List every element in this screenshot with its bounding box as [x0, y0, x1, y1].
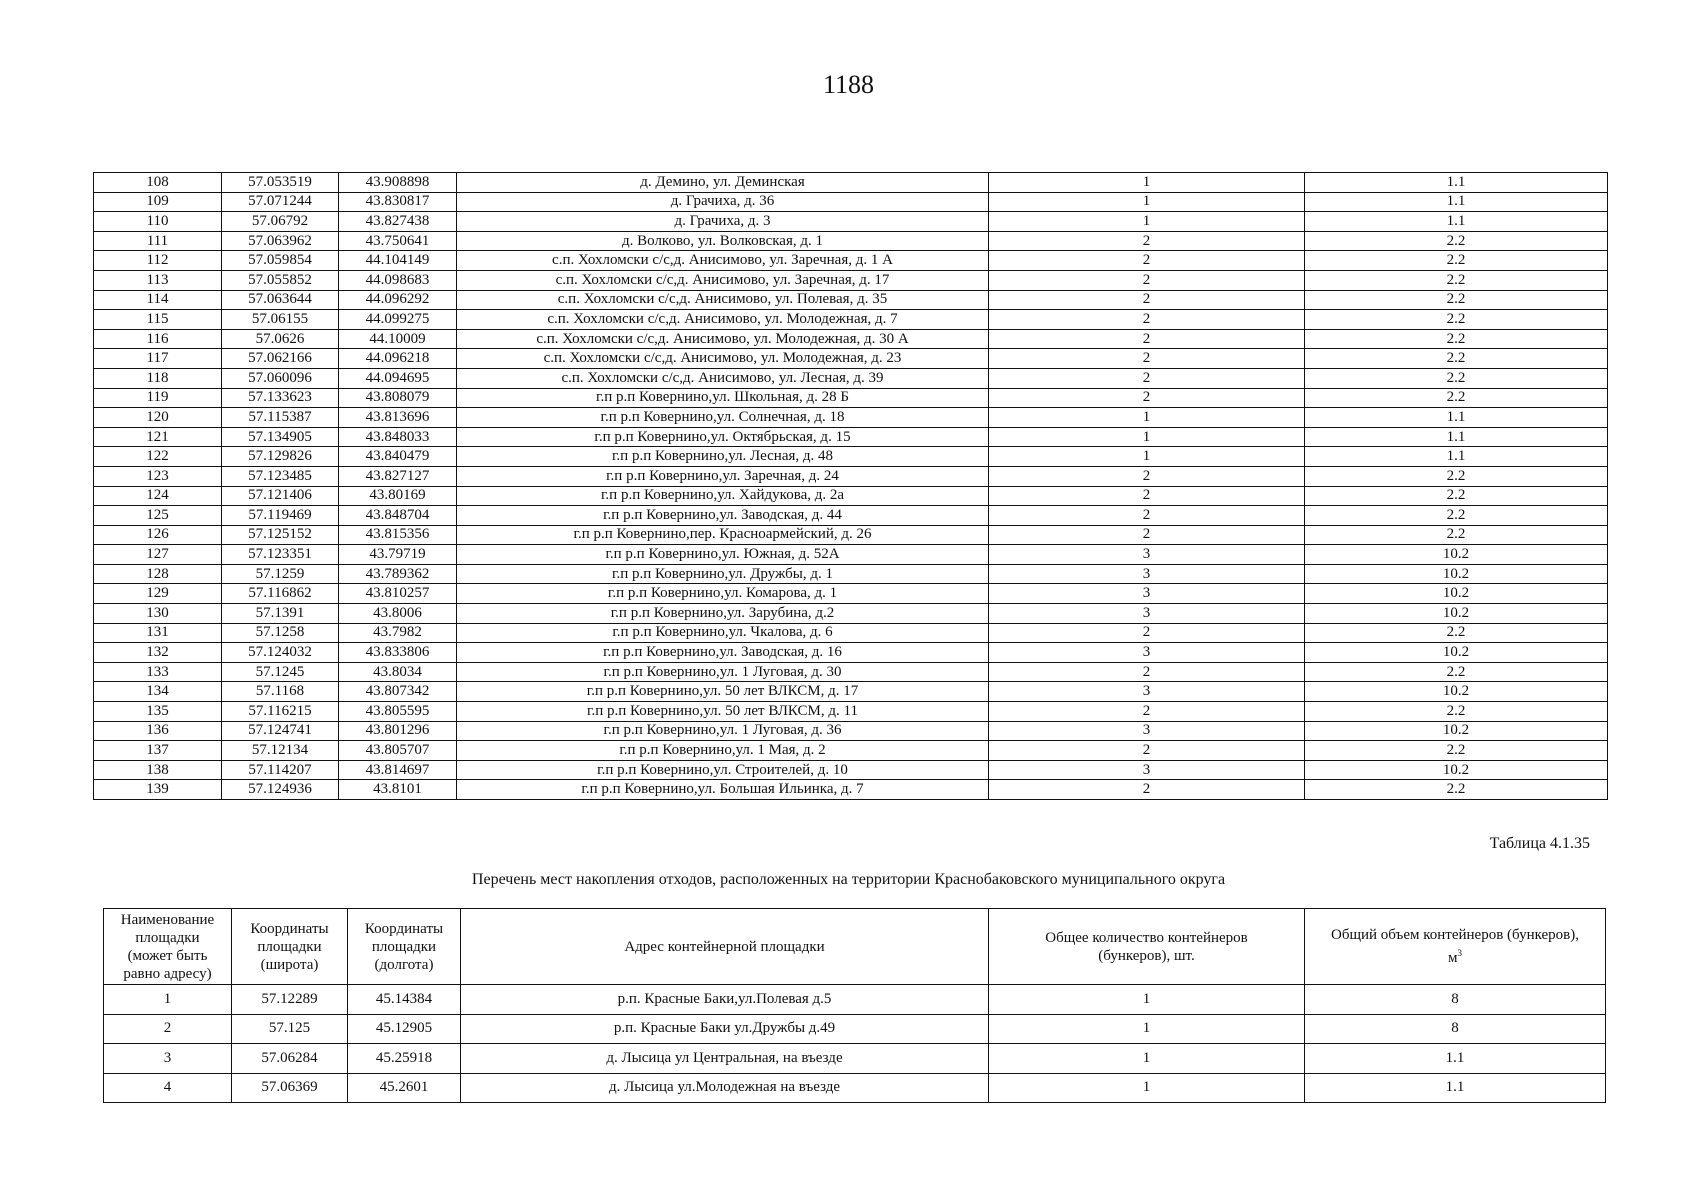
- cell-latitude: 57.124032: [222, 643, 339, 663]
- cell-number: 120: [94, 408, 222, 428]
- cell-container-volume: 10.2: [1305, 545, 1608, 565]
- table-row: [104, 1014, 1606, 1044]
- cell-longitude: 43.789362: [339, 564, 457, 584]
- table-row: [94, 623, 1608, 643]
- cell-longitude: 43.848704: [339, 506, 457, 526]
- cell-address: г.п р.п Ковернино,ул. Школьная, д. 28 Б: [457, 388, 989, 408]
- cell-number: 128: [94, 564, 222, 584]
- table-row: [104, 985, 1606, 1015]
- cell-latitude: 57.059854: [222, 251, 339, 271]
- cell-address: д. Лысица ул Центральная, на въезде: [461, 1044, 989, 1074]
- cell-number: 110: [94, 212, 222, 232]
- cell-latitude: 57.116215: [222, 702, 339, 722]
- cell-longitude: 44.10009: [339, 329, 457, 349]
- cell-address: г.п р.п Ковернино,ул. Зарубина, д.2: [457, 604, 989, 624]
- table-row: [94, 604, 1608, 624]
- cell-address: с.п. Хохломски с/с,д. Анисимово, ул. Лесная, д. 39: [457, 368, 989, 388]
- cell-container-count: 3: [989, 760, 1305, 780]
- cell-container-count: 1: [989, 447, 1305, 467]
- cell-container-volume: 2.2: [1305, 251, 1608, 271]
- cell-container-volume: 10.2: [1305, 604, 1608, 624]
- cell-address: с.п. Хохломски с/с,д. Анисимово, ул. Молодежная, д. 7: [457, 310, 989, 330]
- cell-longitude: 43.80169: [339, 486, 457, 506]
- cell-number: 138: [94, 760, 222, 780]
- cell-latitude: 57.125152: [222, 525, 339, 545]
- table-row: [94, 408, 1608, 428]
- cell-longitude: 43.827127: [339, 466, 457, 486]
- cell-container-count: 3: [989, 564, 1305, 584]
- cell-longitude: 45.25918: [348, 1044, 461, 1074]
- page-number: 1188: [822, 70, 875, 99]
- cell-container-volume: 1.1: [1305, 447, 1608, 467]
- cell-longitude: 43.815356: [339, 525, 457, 545]
- cell-longitude: 43.805595: [339, 702, 457, 722]
- header-longitude: Координаты площадки (долгота): [348, 909, 461, 985]
- cell-latitude: 57.1259: [222, 564, 339, 584]
- table-row: [94, 388, 1608, 408]
- cell-longitude: 44.099275: [339, 310, 457, 330]
- cell-number: 117: [94, 349, 222, 369]
- cell-address: с.п. Хохломски с/с,д. Анисимово, ул. Молодежная, д. 23: [457, 349, 989, 369]
- cell-address: с.п. Хохломски с/с,д. Анисимово, ул. Заречная, д. 1 А: [457, 251, 989, 271]
- table-row: [94, 447, 1608, 467]
- cell-longitude: 43.808079: [339, 388, 457, 408]
- cell-container-count: 1: [989, 173, 1305, 193]
- cell-container-count: 2: [989, 662, 1305, 682]
- cell-container-volume: 2.2: [1305, 466, 1608, 486]
- cell-number: 111: [94, 231, 222, 251]
- cell-longitude: 43.827438: [339, 212, 457, 232]
- cell-latitude: 57.1258: [222, 623, 339, 643]
- table-row: [94, 564, 1608, 584]
- cell-address: г.п р.п Ковернино,ул. 1 Мая, д. 2: [457, 741, 989, 761]
- table-row: [94, 192, 1608, 212]
- header-site-name: Наименование площадки (может быть равно адресу): [104, 909, 232, 985]
- cell-container-volume: 1.1: [1305, 192, 1608, 212]
- table-label: Таблица 4.1.35: [1489, 835, 1590, 852]
- cell-address: г.п р.п Ковернино,ул. Заречная, д. 24: [457, 466, 989, 486]
- cell-container-volume: 1.1: [1305, 212, 1608, 232]
- cell-latitude: 57.121406: [222, 486, 339, 506]
- cell-longitude: 43.840479: [339, 447, 457, 467]
- cell-latitude: 57.119469: [222, 506, 339, 526]
- cell-container-volume: 2.2: [1305, 506, 1608, 526]
- cell-longitude: 43.830817: [339, 192, 457, 212]
- cell-latitude: 57.1245: [222, 662, 339, 682]
- cell-number: 3: [104, 1044, 232, 1074]
- table-row: [94, 741, 1608, 761]
- table-row: [94, 643, 1608, 663]
- cell-latitude: 57.129826: [222, 447, 339, 467]
- cell-latitude: 57.062166: [222, 349, 339, 369]
- table-row: [94, 682, 1608, 702]
- table-row: [94, 760, 1608, 780]
- cell-latitude: 57.116862: [222, 584, 339, 604]
- cell-container-count: 2: [989, 270, 1305, 290]
- cell-container-count: 2: [989, 486, 1305, 506]
- cell-latitude: 57.124936: [222, 780, 339, 800]
- cell-number: 139: [94, 780, 222, 800]
- table-row: [94, 329, 1608, 349]
- cell-number: 129: [94, 584, 222, 604]
- cell-longitude: 43.7982: [339, 623, 457, 643]
- cell-number: 136: [94, 721, 222, 741]
- cell-latitude: 57.063962: [222, 231, 339, 251]
- cell-address: г.п р.п Ковернино,ул. Дружбы, д. 1: [457, 564, 989, 584]
- top-table-body: [94, 173, 1608, 800]
- cell-latitude: 57.123485: [222, 466, 339, 486]
- cell-longitude: 43.8101: [339, 780, 457, 800]
- table-row: [94, 486, 1608, 506]
- cell-latitude: 57.1391: [222, 604, 339, 624]
- cell-address: г.п р.п Ковернино,ул. Хайдукова, д. 2а: [457, 486, 989, 506]
- cell-address: д. Волково, ул. Волковская, д. 1: [457, 231, 989, 251]
- table-caption: Перечень мест накопления отходов, расположенных на территории Краснобаковского муниципального округа: [471, 871, 1226, 888]
- bottom-table-body: [104, 985, 1606, 1103]
- cell-container-volume: 2.2: [1305, 310, 1608, 330]
- table-row: [104, 1044, 1606, 1074]
- cell-latitude: 57.0626: [222, 329, 339, 349]
- cell-address: с.п. Хохломски с/с,д. Анисимово, ул. Полевая, д. 35: [457, 290, 989, 310]
- cell-container-volume: 1.1: [1305, 173, 1608, 193]
- table-row: [94, 270, 1608, 290]
- cell-container-volume: 2.2: [1305, 290, 1608, 310]
- cell-longitude: 44.096292: [339, 290, 457, 310]
- cell-number: 115: [94, 310, 222, 330]
- cell-address: г.п р.п Ковернино,пер. Красноармейский, д. 26: [457, 525, 989, 545]
- header-container-volume: Общий объем контейнеров (бункеров), $м^3$: [1305, 909, 1606, 985]
- cell-container-count: 2: [989, 388, 1305, 408]
- cell-container-count: 2: [989, 525, 1305, 545]
- cell-number: 131: [94, 623, 222, 643]
- header-container-count: Общее количество контейнеров (бункеров), шт.: [989, 909, 1305, 985]
- cell-number: 2: [104, 1014, 232, 1044]
- cell-number: 125: [94, 506, 222, 526]
- cell-longitude: 43.813696: [339, 408, 457, 428]
- cell-address: г.п р.п Ковернино,ул. 50 лет ВЛКСМ, д. 11: [457, 702, 989, 722]
- cell-container-volume: 10.2: [1305, 682, 1608, 702]
- table-row: [94, 662, 1608, 682]
- cell-number: 137: [94, 741, 222, 761]
- cell-latitude: 57.12134: [222, 741, 339, 761]
- table-row: [94, 231, 1608, 251]
- table-row: [94, 466, 1608, 486]
- cell-container-count: 3: [989, 545, 1305, 565]
- cell-latitude: 57.12289: [232, 985, 348, 1015]
- cell-number: 114: [94, 290, 222, 310]
- cell-number: 126: [94, 525, 222, 545]
- cell-container-count: 1: [989, 212, 1305, 232]
- cell-address: с.п. Хохломски с/с,д. Анисимово, ул. Заречная, д. 17: [457, 270, 989, 290]
- cell-number: 113: [94, 270, 222, 290]
- cell-container-volume: 1.1: [1305, 1044, 1606, 1074]
- cell-longitude: 43.814697: [339, 760, 457, 780]
- cell-container-volume: 2.2: [1305, 741, 1608, 761]
- cell-container-volume: 2.2: [1305, 270, 1608, 290]
- table-row: [94, 173, 1608, 193]
- cell-container-volume: 1.1: [1305, 427, 1608, 447]
- cell-container-count: 2: [989, 290, 1305, 310]
- cell-number: 109: [94, 192, 222, 212]
- cell-number: 133: [94, 662, 222, 682]
- cell-container-volume: 1.1: [1305, 408, 1608, 428]
- table-row: [94, 310, 1608, 330]
- cell-longitude: 43.8034: [339, 662, 457, 682]
- cell-longitude: 43.810257: [339, 584, 457, 604]
- cell-container-count: 2: [989, 780, 1305, 800]
- table-row: [94, 721, 1608, 741]
- cell-address: г.п р.п Ковернино,ул. 50 лет ВЛКСМ, д. 17: [457, 682, 989, 702]
- cell-container-volume: 2.2: [1305, 349, 1608, 369]
- cell-address: г.п р.п Ковернино,ул. Большая Ильинка, д. 7: [457, 780, 989, 800]
- cell-container-count: 2: [989, 466, 1305, 486]
- cell-number: 108: [94, 173, 222, 193]
- cell-longitude: 45.14384: [348, 985, 461, 1015]
- cell-longitude: 43.908898: [339, 173, 457, 193]
- cell-latitude: 57.063644: [222, 290, 339, 310]
- cell-address: г.п р.п Ковернино,ул. Заводская, д. 44: [457, 506, 989, 526]
- cell-container-count: 2: [989, 506, 1305, 526]
- cell-address: г.п р.п Ковернино,ул. Лесная, д. 48: [457, 447, 989, 467]
- cell-address: с.п. Хохломски с/с,д. Анисимово, ул. Молодежная, д. 30 А: [457, 329, 989, 349]
- cell-longitude: 43.79719: [339, 545, 457, 565]
- cell-latitude: 57.060096: [222, 368, 339, 388]
- header-latitude: Координаты площадки (широта): [232, 909, 348, 985]
- cell-container-volume: 2.2: [1305, 368, 1608, 388]
- cell-container-volume: 2.2: [1305, 702, 1608, 722]
- cell-container-volume: 2.2: [1305, 525, 1608, 545]
- cell-latitude: 57.06369: [232, 1073, 348, 1103]
- cell-latitude: 57.134905: [222, 427, 339, 447]
- cell-number: 112: [94, 251, 222, 271]
- cell-address: г.п р.п Ковернино,ул. 1 Луговая, д. 36: [457, 721, 989, 741]
- waste-sites-table-continued: [93, 172, 1608, 800]
- cell-container-count: 1: [989, 1044, 1305, 1074]
- cell-container-count: 2: [989, 349, 1305, 369]
- table-row: [94, 525, 1608, 545]
- cell-address: д. Грачиха, д. 3: [457, 212, 989, 232]
- cell-latitude: 57.1168: [222, 682, 339, 702]
- cell-container-count: 2: [989, 329, 1305, 349]
- cell-address: г.п р.п Ковернино,ул. Комарова, д. 1: [457, 584, 989, 604]
- cell-container-volume: 8: [1305, 1014, 1606, 1044]
- cell-latitude: 57.125: [232, 1014, 348, 1044]
- cell-number: 122: [94, 447, 222, 467]
- cell-container-volume: 2.2: [1305, 231, 1608, 251]
- cell-container-volume: 1.1: [1305, 1073, 1606, 1103]
- cell-container-volume: 10.2: [1305, 721, 1608, 741]
- cell-number: 118: [94, 368, 222, 388]
- cell-latitude: 57.06155: [222, 310, 339, 330]
- cell-container-volume: 2.2: [1305, 780, 1608, 800]
- cell-number: 119: [94, 388, 222, 408]
- cell-longitude: 44.094695: [339, 368, 457, 388]
- cell-container-count: 3: [989, 604, 1305, 624]
- cell-address: г.п р.п Ковернино,ул. Чкалова, д. 6: [457, 623, 989, 643]
- krasnobakovsky-waste-sites-table: [103, 908, 1606, 1103]
- cell-latitude: 57.053519: [222, 173, 339, 193]
- cell-longitude: 43.801296: [339, 721, 457, 741]
- cell-number: 124: [94, 486, 222, 506]
- header-row: [104, 909, 1606, 985]
- cell-container-volume: 10.2: [1305, 584, 1608, 604]
- cell-container-count: 2: [989, 251, 1305, 271]
- cell-longitude: 43.848033: [339, 427, 457, 447]
- table-row: [94, 780, 1608, 800]
- cell-address: р.п. Красные Баки ул.Дружбы д.49: [461, 1014, 989, 1044]
- cell-number: 123: [94, 466, 222, 486]
- cell-container-count: 1: [989, 192, 1305, 212]
- cell-number: 4: [104, 1073, 232, 1103]
- table-row: [94, 290, 1608, 310]
- cell-latitude: 57.114207: [222, 760, 339, 780]
- cell-latitude: 57.133623: [222, 388, 339, 408]
- table-row: [94, 251, 1608, 271]
- cell-container-count: 2: [989, 231, 1305, 251]
- cell-longitude: 44.096218: [339, 349, 457, 369]
- cell-container-count: 3: [989, 682, 1305, 702]
- cell-container-count: 1: [989, 1014, 1305, 1044]
- cell-address: д. Лысица ул.Молодежная на въезде: [461, 1073, 989, 1103]
- cell-number: 132: [94, 643, 222, 663]
- cell-latitude: 57.124741: [222, 721, 339, 741]
- cell-longitude: 45.12905: [348, 1014, 461, 1044]
- cell-longitude: 45.2601: [348, 1073, 461, 1103]
- table-row: [94, 545, 1608, 565]
- cell-longitude: 43.805707: [339, 741, 457, 761]
- cell-latitude: 57.115387: [222, 408, 339, 428]
- table-row: [94, 506, 1608, 526]
- table-row: [94, 368, 1608, 388]
- cell-latitude: 57.071244: [222, 192, 339, 212]
- cell-longitude: 44.104149: [339, 251, 457, 271]
- cell-longitude: 44.098683: [339, 270, 457, 290]
- cell-container-volume: 10.2: [1305, 760, 1608, 780]
- cell-container-volume: 2.2: [1305, 623, 1608, 643]
- cell-container-count: 3: [989, 721, 1305, 741]
- cell-container-volume: 2.2: [1305, 662, 1608, 682]
- cell-address: г.п р.п Ковернино,ул. Южная, д. 52А: [457, 545, 989, 565]
- cell-longitude: 43.807342: [339, 682, 457, 702]
- cell-address: д. Демино, ул. Деминская: [457, 173, 989, 193]
- table-row: [94, 212, 1608, 232]
- cell-longitude: 43.8006: [339, 604, 457, 624]
- cell-address: д. Грачиха, д. 36: [457, 192, 989, 212]
- cell-container-count: 3: [989, 643, 1305, 663]
- cell-number: 135: [94, 702, 222, 722]
- cell-number: 130: [94, 604, 222, 624]
- cell-container-volume: 10.2: [1305, 564, 1608, 584]
- cell-container-count: 1: [989, 408, 1305, 428]
- cell-container-volume: 8: [1305, 985, 1606, 1015]
- cell-container-count: 2: [989, 368, 1305, 388]
- cell-address: г.п р.п Ковернино,ул. Солнечная, д. 18: [457, 408, 989, 428]
- cell-container-volume: 10.2: [1305, 643, 1608, 663]
- cell-address: г.п р.п Ковернино,ул. Заводская, д. 16: [457, 643, 989, 663]
- cell-address: г.п р.п Ковернино,ул. Октябрьская, д. 15: [457, 427, 989, 447]
- cell-container-volume: 2.2: [1305, 329, 1608, 349]
- cell-container-volume: 2.2: [1305, 388, 1608, 408]
- cell-number: 121: [94, 427, 222, 447]
- table-row: [94, 702, 1608, 722]
- cell-container-count: 2: [989, 310, 1305, 330]
- cell-container-count: 2: [989, 623, 1305, 643]
- cell-number: 127: [94, 545, 222, 565]
- cell-latitude: 57.123351: [222, 545, 339, 565]
- cell-latitude: 57.06284: [232, 1044, 348, 1074]
- cell-container-count: 2: [989, 702, 1305, 722]
- cell-container-volume: 2.2: [1305, 486, 1608, 506]
- cell-container-count: 2: [989, 741, 1305, 761]
- cell-number: 1: [104, 985, 232, 1015]
- table-row: [94, 349, 1608, 369]
- table-row: [104, 1073, 1606, 1103]
- cell-number: 116: [94, 329, 222, 349]
- cell-container-count: 3: [989, 584, 1305, 604]
- cell-address: г.п р.п Ковернино,ул. 1 Луговая, д. 30: [457, 662, 989, 682]
- bottom-table-header: [104, 909, 1606, 985]
- cell-number: 134: [94, 682, 222, 702]
- cell-address: г.п р.п Ковернино,ул. Строителей, д. 10: [457, 760, 989, 780]
- header-address: Адрес контейнерной площадки: [461, 909, 989, 985]
- cell-latitude: 57.055852: [222, 270, 339, 290]
- cell-longitude: 43.750641: [339, 231, 457, 251]
- cell-container-count: 1: [989, 1073, 1305, 1103]
- cell-container-count: 1: [989, 427, 1305, 447]
- table-row: [94, 427, 1608, 447]
- table-row: [94, 584, 1608, 604]
- cell-longitude: 43.833806: [339, 643, 457, 663]
- cell-address: р.п. Красные Баки,ул.Полевая д.5: [461, 985, 989, 1015]
- cell-latitude: 57.06792: [222, 212, 339, 232]
- cell-container-count: 1: [989, 985, 1305, 1015]
